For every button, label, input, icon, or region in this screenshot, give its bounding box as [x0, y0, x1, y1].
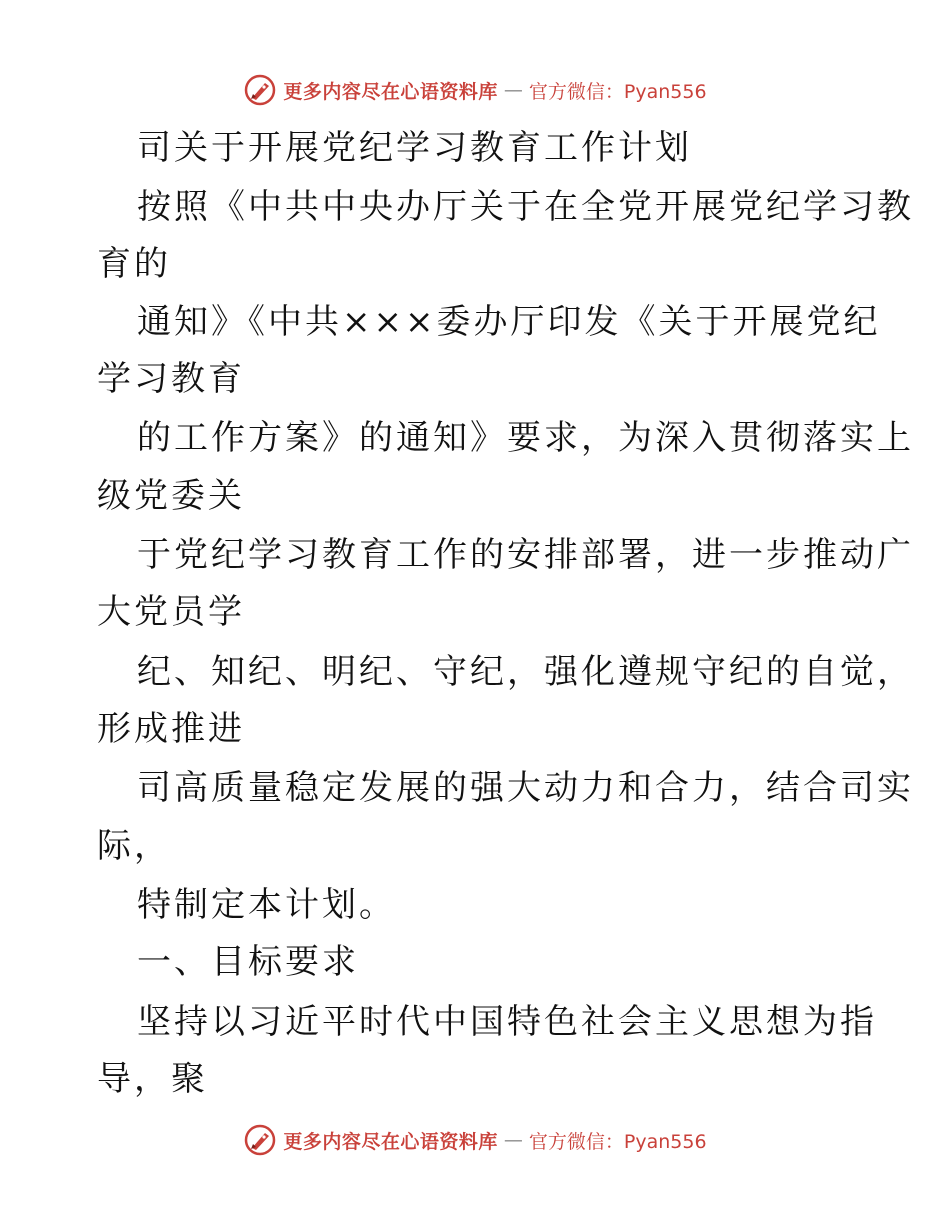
- paragraph-line: 的工作方案》的通知》要求，为深入贯彻落实上: [137, 418, 914, 458]
- paragraph-line: 于党纪学习教育工作的安排部署，进一步推动广: [137, 535, 914, 575]
- paragraph-line: 按照《中共中央办厅关于在全党开展党纪学习教: [137, 187, 914, 227]
- paragraph-line: 通知》《中共×××委办厅印发《关于开展党纪: [137, 302, 881, 342]
- paragraph-line: 特制定本计划。: [137, 885, 396, 925]
- document-title-line: 司关于开展党纪学习教育工作计划: [137, 128, 692, 168]
- paragraph-line: 形成推进: [97, 709, 245, 749]
- paragraph-line: 坚持以习近平时代中国特色社会主义思想为指: [137, 1002, 877, 1042]
- watermark-contact: 官方微信：Pyan556: [528, 1130, 707, 1153]
- paragraph-line: 育的: [97, 244, 171, 284]
- paragraph-line: 司高质量稳定发展的强大动力和合力，结合司实: [137, 768, 914, 808]
- paragraph-line: 际，: [97, 826, 171, 866]
- paragraph-line: 级党委关: [97, 476, 245, 516]
- paragraph-line: 学习教育: [97, 359, 245, 399]
- paragraph-line: 纪、知纪、明纪、守纪，强化遵规守纪的自觉，: [137, 652, 914, 692]
- section-heading: 一、目标要求: [137, 942, 359, 982]
- watermark-text: 更多内容尽在心语资料库: [283, 80, 498, 103]
- watermark-separator: —: [503, 79, 523, 101]
- pen-nib-logo-icon: [243, 1123, 277, 1157]
- watermark-text: 更多内容尽在心语资料库: [283, 1130, 498, 1153]
- watermark-separator: —: [503, 1129, 523, 1151]
- watermark-contact: 官方微信：Pyan556: [528, 80, 707, 103]
- paragraph-line: 大党员学: [97, 592, 245, 632]
- footer-watermark: [0, 1120, 950, 1160]
- paragraph-line: 导，聚: [97, 1059, 208, 1099]
